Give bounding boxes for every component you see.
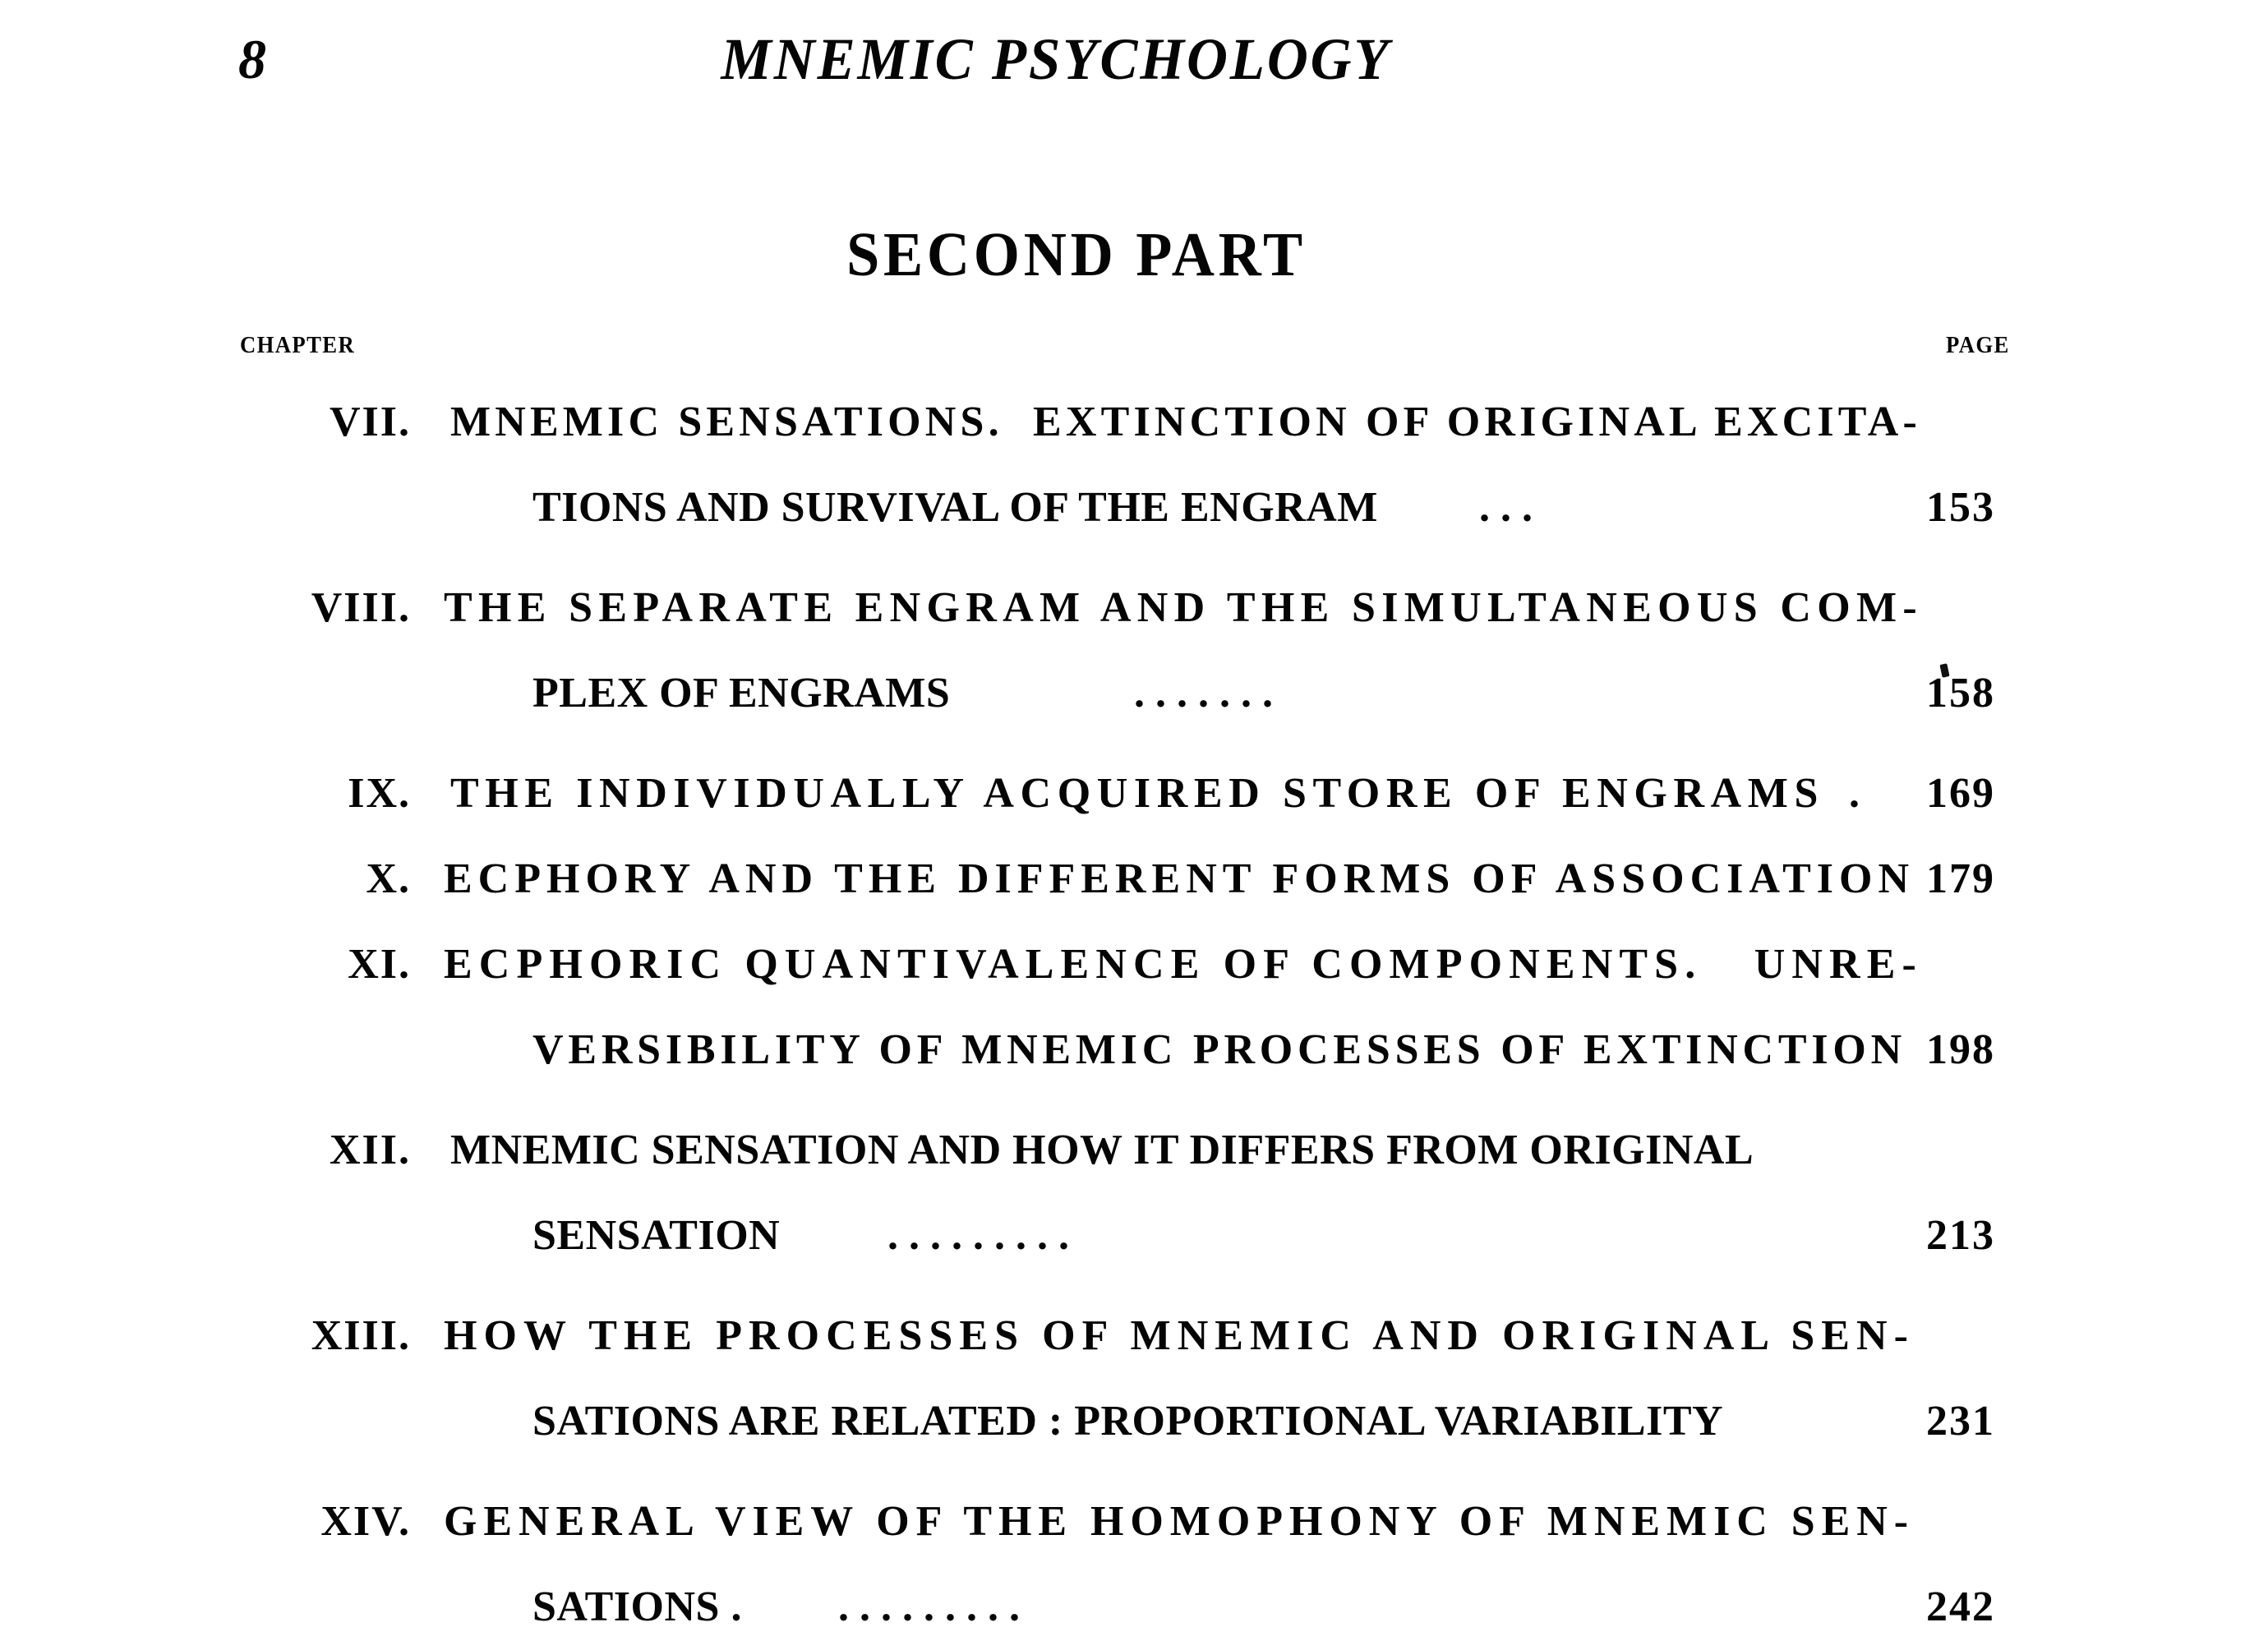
toc-entry-line	[0, 1193, 2268, 1279]
page-number: 242	[1926, 1583, 1995, 1630]
toc-entry-line	[0, 1565, 2268, 1650]
chapter-title-line: THE SEPARATE ENGRAM AND THE SIMULTANEOUS COM-	[444, 584, 1924, 631]
page-column-label: PAGE	[1946, 332, 2010, 358]
leader-dots: . . . . . . . . .	[838, 1583, 1020, 1630]
toc-entry-line	[0, 837, 2268, 922]
toc-entry[interactable]	[0, 751, 2268, 837]
chapter-title-line: HOW THE PROCESSES OF MNEMIC AND ORIGINAL SEN-	[444, 1312, 1915, 1359]
toc-entry-line	[0, 651, 2268, 736]
entry-gap	[0, 551, 2268, 565]
leader-dots: . . .	[1479, 484, 1533, 531]
chapter-numeral: X.	[366, 855, 411, 902]
chapter-title-line: TIONS AND SURVIVAL OF THE ENGRAM	[532, 484, 1378, 531]
page-folio: 8	[238, 28, 266, 90]
entry-gap	[0, 1464, 2268, 1479]
entry-gap	[0, 1279, 2268, 1293]
chapter-column-label: CHAPTER	[240, 332, 356, 358]
toc-entry[interactable]	[0, 837, 2268, 922]
toc-entry-line	[0, 922, 2268, 1007]
chapter-title-line: VERSIBILITY OF MNEMIC PROCESSES OF EXTINCTION	[532, 1026, 1906, 1073]
toc-entry-line	[0, 1293, 2268, 1379]
running-head	[0, 25, 2268, 115]
chapter-numeral: VIII.	[311, 584, 411, 631]
chapter-title-line: SENSATION	[532, 1212, 781, 1259]
chapter-title-line: PLEX OF ENGRAMS	[532, 670, 951, 717]
entry-gap	[0, 1093, 2268, 1108]
page-number: 231	[1926, 1398, 1995, 1445]
chapter-numeral: XIV.	[320, 1498, 411, 1545]
page-number: 158	[1926, 670, 1995, 717]
chapter-title-line: ECPHORY AND THE DIFFERENT FORMS OF ASSOCIATION	[444, 855, 1915, 902]
leader-dots: . . . . . . .	[1134, 670, 1273, 717]
chapter-numeral: VII.	[329, 399, 411, 445]
toc-entry[interactable]	[0, 1108, 2268, 1279]
chapter-title-line: GENERAL VIEW OF THE HOMOPHONY OF MNEMIC SEN-	[444, 1498, 1915, 1545]
toc-entry-line	[0, 751, 2268, 837]
toc-entry[interactable]	[0, 1293, 2268, 1464]
toc-entry[interactable]	[0, 380, 2268, 551]
chapter-numeral: IX.	[348, 770, 411, 817]
page-number: 213	[1926, 1212, 1995, 1259]
column-headers	[0, 332, 2268, 365]
toc-entry-line	[0, 565, 2268, 651]
page-number: 153	[1926, 484, 1995, 531]
chapter-numeral: XII.	[329, 1127, 411, 1173]
chapter-numeral: XI.	[348, 941, 411, 988]
page-number: 169	[1926, 770, 1995, 817]
chapter-title-line: MNEMIC SENSATION AND HOW IT DIFFERS FROM ORIGINAL	[450, 1127, 1754, 1173]
running-title: MNEMIC PSYCHOLOGY	[721, 26, 1391, 92]
toc-entry[interactable]	[0, 1479, 2268, 1650]
chapter-title-line: THE INDIVIDUALLY ACQUIRED STORE OF ENGRAMS	[450, 770, 1824, 817]
toc-entry-line	[0, 1108, 2268, 1193]
part-title: SECOND PART	[846, 220, 1307, 289]
leader-dots: .	[1849, 770, 1860, 817]
toc-entry-line	[0, 1007, 2268, 1093]
chapter-title-line: ECPHORIC QUANTIVALENCE OF COMPONENTS. UNRE-	[444, 941, 1923, 988]
leader-dots: . . . . . . . . .	[887, 1212, 1069, 1259]
chapter-title-line: SATIONS .	[532, 1583, 742, 1630]
toc-entry-line	[0, 465, 2268, 551]
toc-entry[interactable]	[0, 922, 2268, 1093]
page-number: 198	[1926, 1026, 1995, 1073]
toc-entry[interactable]	[0, 565, 2268, 736]
chapter-numeral: XIII.	[311, 1312, 411, 1359]
page-number: 179	[1926, 855, 1995, 902]
chapter-title-line: SATIONS ARE RELATED : PROPORTIONAL VARIABILITY	[532, 1398, 1724, 1445]
chapter-title-line: MNEMIC SENSATIONS. EXTINCTION OF ORIGINAL EXCITA-	[450, 399, 1921, 445]
toc-entry-line	[0, 1479, 2268, 1565]
toc-entry-line	[0, 380, 2268, 465]
toc-list	[0, 380, 2268, 1650]
entry-gap	[0, 736, 2268, 751]
toc-entry-line	[0, 1379, 2268, 1464]
